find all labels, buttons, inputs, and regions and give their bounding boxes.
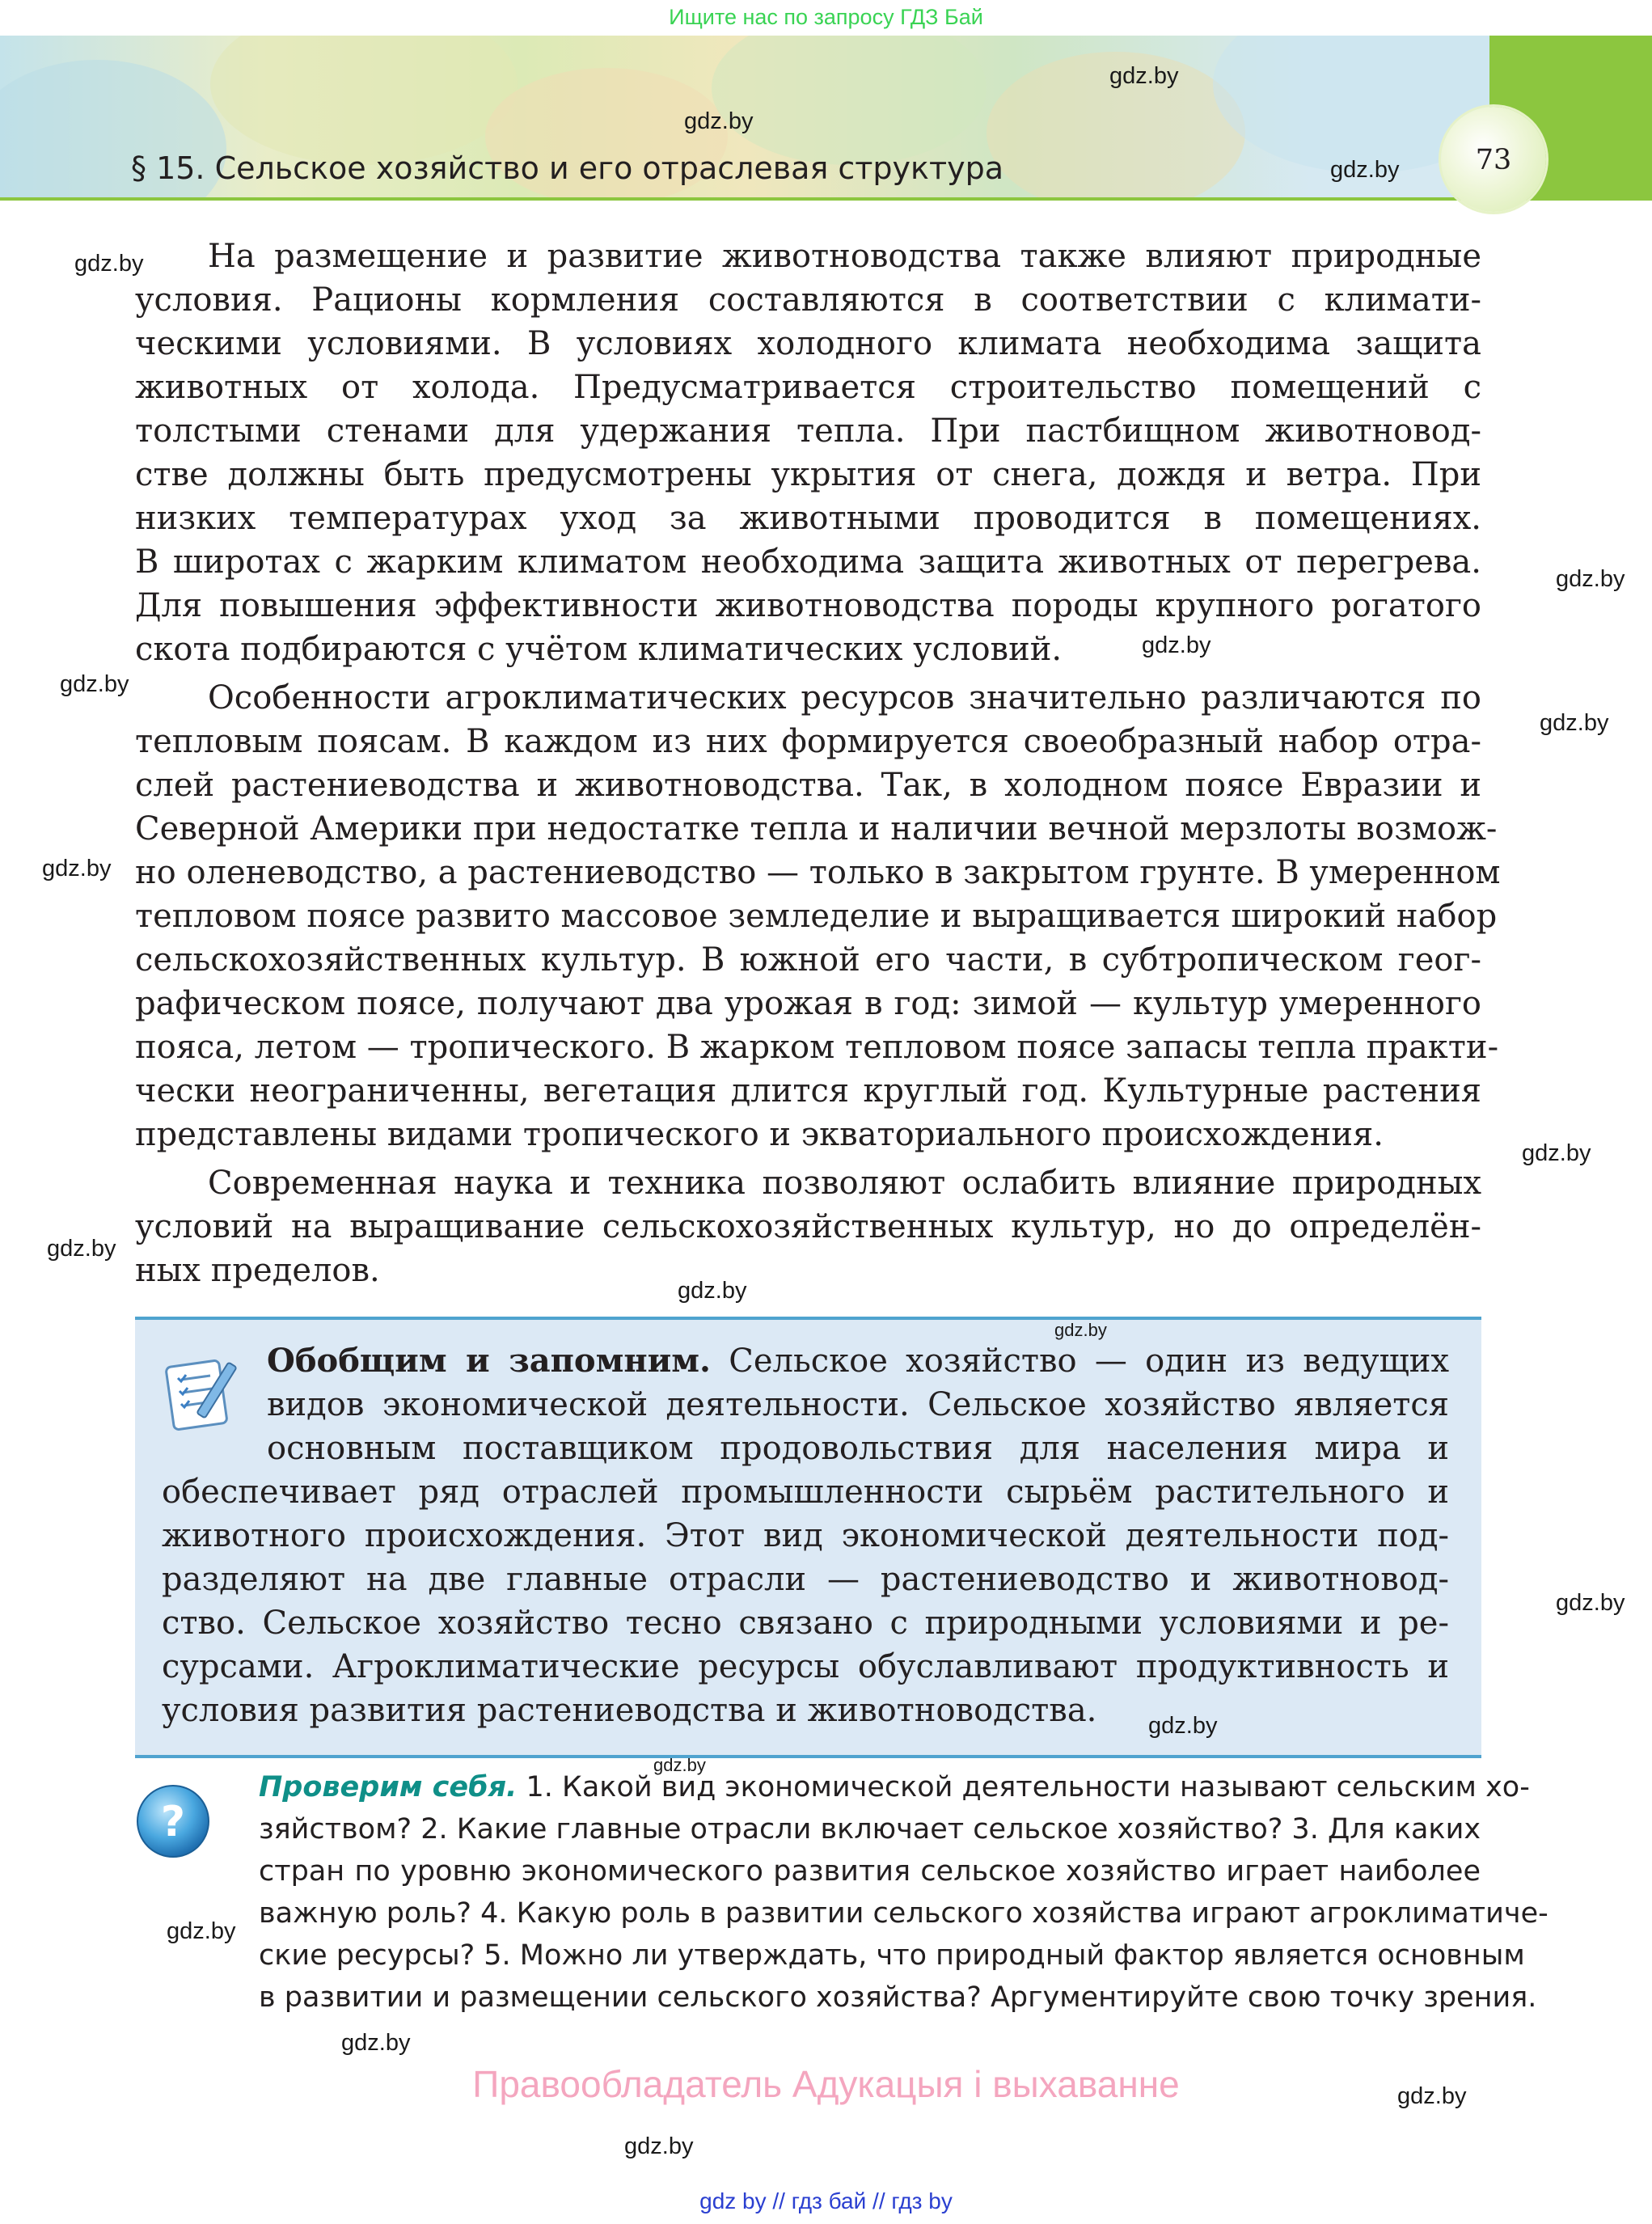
watermark: gdz.by (1556, 1590, 1625, 1616)
watermark: gdz.by (1556, 566, 1625, 592)
paragraph-line: ческими условиями. В условиях холодного климата необходима защита (135, 325, 1481, 362)
summary-first-line-text: Сельское хозяйство — один из ведущих (729, 1342, 1449, 1380)
summary-line: основным поставщиком продовольствия для населения мира и (267, 1430, 1449, 1467)
bottom-links[interactable]: gdz by // гдз бай // гдз by (699, 2188, 953, 2213)
copyright-notice: Правообладатель Адукацыя і выхаванне (472, 2063, 1180, 2105)
paragraph-line: животных от холода. Предусматривается строительство помещений с (135, 369, 1481, 406)
notepad-pencil-icon (162, 1352, 243, 1433)
svg-text:?: ? (160, 1798, 186, 1846)
watermark: gdz.by (47, 1236, 116, 1262)
summary-line: разделяют на две главные отрасли — растениеводство и животновод- (162, 1561, 1449, 1598)
paragraph-line: тепловым поясам. В каждом из них формируется своеобразный набор отра- (135, 723, 1481, 760)
summary-title: Обобщим и запомним. (267, 1342, 711, 1380)
watermark: gdz.by (167, 1918, 236, 1944)
top-banner: Ищите нас по запросу ГДЗ Бай (669, 5, 983, 29)
paragraph-line: чески неограниченны, вегетация длится круглый год. Культурные растения (135, 1072, 1481, 1110)
summary-line: сурсами. Агроклиматические ресурсы обуславливают продуктивность и (162, 1648, 1449, 1685)
watermark: gdz.by (653, 1755, 706, 1775)
paragraph-line: слей растениеводства и животноводства. Так, в холодном поясе Евразии и (135, 767, 1481, 804)
watermark: gdz.by (624, 2133, 694, 2159)
watermark: gdz.by (1148, 1713, 1218, 1739)
watermark: gdz.by (42, 856, 112, 882)
paragraph-line: Особенности агроклиматических ресурсов значительно различаются по (208, 679, 1481, 717)
section-title: § 15. Сельское хозяйство и его отраслевая структура (131, 150, 1004, 186)
questions-first-line (259, 1766, 1530, 1808)
paragraph-line: низких температурах уход за животными проводится в помещениях. (135, 500, 1481, 537)
paragraph-line: но оленеводство, а растениеводство — только в закрытом грунте. В умеренном (135, 854, 1501, 891)
summary-line: животного происхождения. Этот вид экономической деятельности под- (162, 1517, 1449, 1554)
summary-line: условия развития растениеводства и животноводства. (162, 1692, 1097, 1729)
paragraph-line: пояса, летом — тропического. В жарком тепловом поясе запасы тепла практи- (135, 1029, 1499, 1066)
paragraph-line: рафическом поясе, получают два урожая в год: зимой — культур умеренного (135, 985, 1481, 1022)
paragraph-line: Северной Америки при недостатке тепла и наличии вечной мерзлоты возмож- (135, 810, 1498, 848)
questions-line: ские ресурсы? 5. Можно ли утверждать, что природный фактор является основным (259, 1939, 1525, 1972)
paragraph-line: представлены видами тропического и экваториального происхождения. (135, 1116, 1384, 1153)
paragraph-line: На размещение и развитие животноводства также влияют природные (208, 238, 1481, 275)
watermark: gdz.by (1054, 1320, 1107, 1340)
questions-title: Проверим себя. (259, 1771, 518, 1803)
watermark: gdz.by (60, 671, 129, 697)
paragraph-line: стве должны быть предусмотрены укрытия от снега, дождя и ветра. При (135, 456, 1481, 493)
paragraph-line: скота подбираются с учётом климатических условий. (135, 631, 1063, 668)
paragraph-line: сельскохозяйственных культур. В южной его части, в субтропическом геог- (135, 941, 1481, 979)
paragraph-line: Современная наука и техника позволяют ослабить влияние природных (208, 1165, 1481, 1202)
watermark: gdz.by (678, 1278, 747, 1304)
summary-line: видов экономической деятельности. Сельское хозяйство является (267, 1386, 1449, 1423)
question-mark-icon (134, 1782, 212, 1860)
watermark: gdz.by (1142, 632, 1211, 658)
paragraph-line: ных пределов. (135, 1252, 380, 1289)
header-underline (0, 197, 1652, 201)
watermark: gdz.by (684, 108, 754, 134)
questions-line: в развитии и размещении сельского хозяйства? Аргументируйте свою точку зрения. (259, 1981, 1537, 2014)
paragraph-line: условий на выращивание сельскохозяйственных культур, но до определён- (135, 1208, 1481, 1245)
watermark: gdz.by (1109, 63, 1179, 89)
questions-line: важную роль? 4. Какую роль в развитии сельского хозяйства играют агроклиматиче- (259, 1897, 1548, 1930)
watermark: gdz.by (1522, 1140, 1591, 1166)
summary-line: ство. Сельское хозяйство тесно связано с природными условиями и ре- (162, 1605, 1449, 1642)
summary-line: обеспечивает ряд отраслей промышленности сырьём растительного и (162, 1474, 1449, 1511)
paragraph-line: условия. Рационы кормления составляются в соответствии с климати- (135, 281, 1481, 319)
watermark: gdz.by (1397, 2083, 1467, 2109)
paragraph-line: толстыми стенами для удержания тепла. При пастбищном животновод- (135, 412, 1481, 450)
watermark: gdz.by (1330, 157, 1400, 183)
paragraph-line: В широтах с жарким климатом необходима защита животных от перегрева. (135, 543, 1481, 581)
questions-line: зяйством? 2. Какие главные отрасли включает сельское хозяйство? 3. Для каких (259, 1813, 1481, 1846)
watermark: gdz.by (341, 2030, 411, 2056)
watermark: gdz.by (1540, 710, 1609, 736)
watermark: gdz.by (74, 251, 144, 277)
page-number: 73 (1475, 144, 1512, 176)
summary-first-line (267, 1339, 1449, 1383)
paragraph-line: Для повышения эффективности животноводства породы крупного рогатого (135, 587, 1481, 624)
questions-line: стран по уровню экономического развития сельское хозяйство играет наиболее (259, 1855, 1481, 1888)
questions-first-line-text: 1. Какой вид экономической деятельности называют сельским хо- (526, 1771, 1530, 1803)
paragraph-line: тепловом поясе развито массовое земледелие и выращивается широкий набор (135, 898, 1498, 935)
